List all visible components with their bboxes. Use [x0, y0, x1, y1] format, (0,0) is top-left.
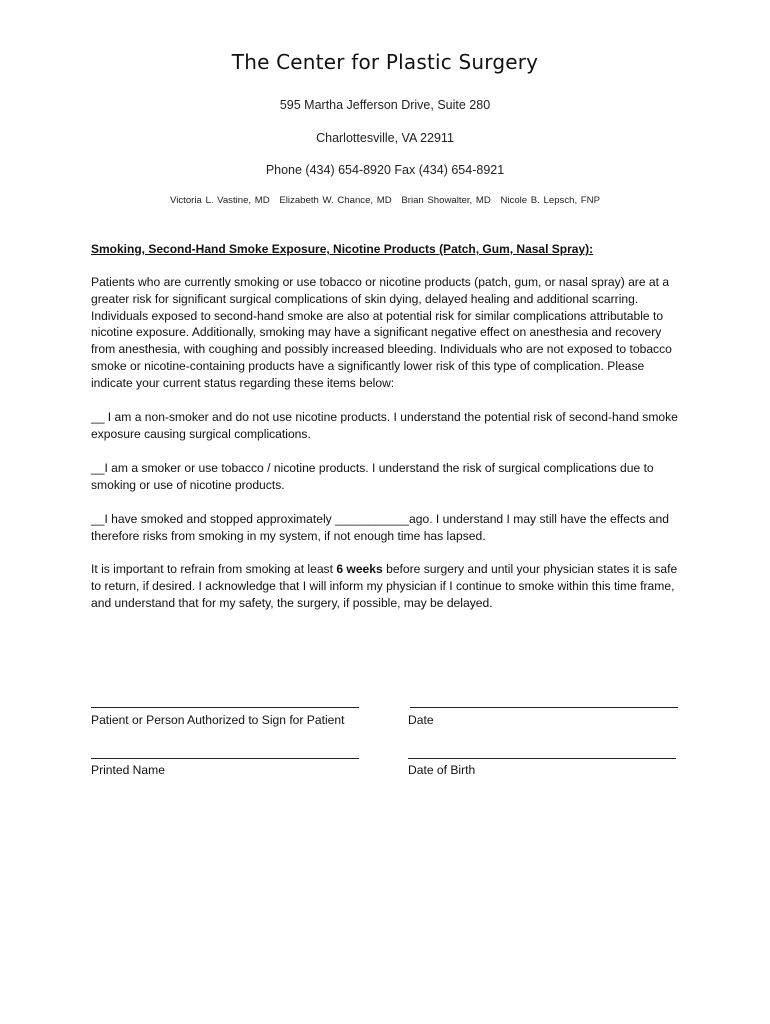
- option-former-smoker: __I have smoked and stopped approximately ___________ago. I understand I may still have the effects and therefore risks from smoking in my system, if not enough time has lapsed.: [91, 512, 669, 543]
- option-smoker: __I am a smoker or use tobacco / nicotine products. I understand the risk of surgical complications due to smoking or use of nicotine products.: [91, 461, 654, 492]
- notice-text-end: before surgery and until your physician states it is safe to return, if desired. I acknowledge that I will inform my physician if I continue to smoke within this time frame, and understand that for my safety, the surgery, if possible, may be delayed.: [91, 562, 678, 610]
- address-line-2: Charlottesville, VA 22911: [316, 131, 454, 145]
- provider-name: Elizabeth W. Chance, MD: [279, 195, 392, 206]
- provider-list: [0, 195, 770, 206]
- provider-name: Nicole B. Lepsch, FNP: [500, 195, 600, 206]
- option-non-smoker: __ I am a non-smoker and do not use nicotine products. I understand the potential risk of second-hand smoke exposure causing surgical complications.: [91, 410, 678, 441]
- provider-name: Victoria L. Vastine, MD: [170, 195, 270, 206]
- section-heading: Smoking, Second-Hand Smoke Exposure, Nicotine Products (Patch, Gum, Nasal Spray):: [91, 242, 594, 256]
- clinic-title: The Center for Plastic Surgery: [231, 50, 539, 74]
- phone-fax-line: Phone (434) 654-8920 Fax (434) 654-8921: [265, 163, 505, 177]
- printed-name-line[interactable]: [91, 758, 359, 759]
- date-of-birth-line[interactable]: [408, 758, 676, 759]
- printed-name-label: Printed Name: [91, 763, 165, 777]
- provider-name: Brian Showalter, MD: [401, 195, 491, 206]
- date-signature-line[interactable]: [410, 707, 678, 708]
- patient-signature-label: Patient or Person Authorized to Sign for Patient: [91, 713, 345, 727]
- date-label: Date: [408, 713, 434, 727]
- notice-text-start: It is important to refrain from smoking at least: [91, 562, 337, 576]
- smoking-notice-paragraph: [91, 561, 681, 611]
- date-of-birth-label: Date of Birth: [408, 763, 476, 777]
- address-line-1: 595 Martha Jefferson Drive, Suite 280: [279, 98, 491, 112]
- intro-paragraph: Patients who are currently smoking or use tobacco or nicotine products (patch, gum, or nasal spray) are at a greater risk for significant surgical complications of skin dying, delayed healing and additional scarring. Individuals exposed to second-hand smoke are also at potential risk for similar complications attributable to nicotine exposure. Additionally, smoking may have a significant negative effect on anesthesia and recovery from anesthesia, with coughing and possibly increased bleeding. Individuals who are not exposed to tobacco smoke or nicotine-containing products have a significantly lower risk of this type of complication. Please indicate your current status regarding these items below:: [91, 275, 672, 390]
- notice-weeks-emphasis: 6 weeks: [336, 562, 383, 576]
- patient-signature-line[interactable]: [91, 707, 359, 708]
